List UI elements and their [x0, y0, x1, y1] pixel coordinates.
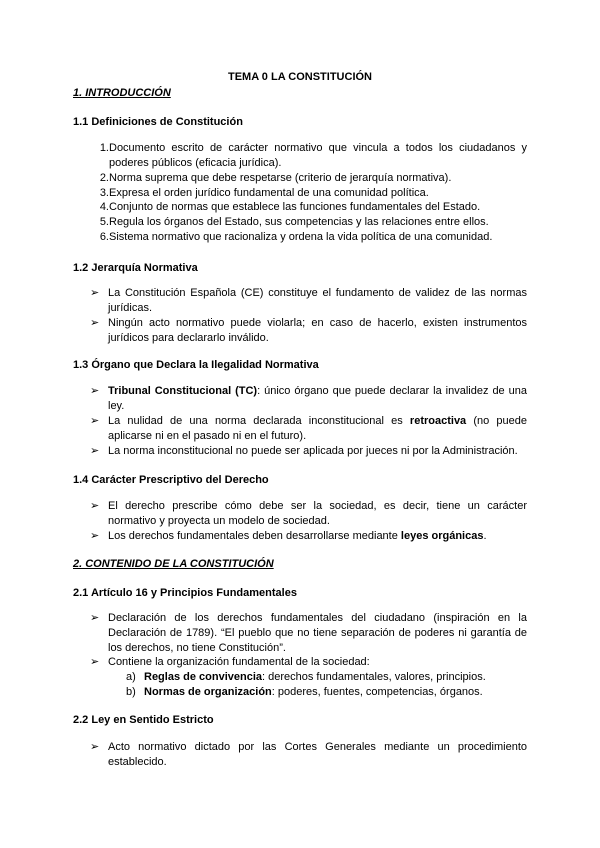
bullet-text: Contiene la organización fundamental de la sociedad:: [108, 656, 370, 668]
bullet-text: La Constitución Española (CE) constituye el fundamento de validez de las normas: [108, 287, 527, 299]
arrow-bullet-icon: ➢: [90, 445, 100, 457]
bullet-text: Los derechos fundamentales deben desarrollarse mediante: [108, 530, 401, 542]
sub-list-label: a): [126, 671, 136, 683]
section-heading-contenido: 2. CONTENIDO DE LA CONSTITUCIÓN: [73, 558, 274, 570]
bullet-item: [90, 444, 527, 459]
bold-term: Normas de organización: [144, 686, 272, 698]
bullet-text: Ningún acto normativo puede violarla; en caso de hacerlo, existen instrumentos: [108, 317, 527, 329]
bullet-text: La nulidad de una norma declarada inconstitucional es: [108, 415, 410, 427]
list-text: Norma suprema que debe respetarse (criterio de jerarquía normativa).: [109, 172, 452, 184]
list-text: Sistema normativo que racionaliza y ordena la vida política de una comunidad.: [109, 231, 493, 243]
document-title: TEMA 0 LA CONSTITUCIÓN: [227, 71, 372, 83]
list-item: [85, 200, 527, 215]
bold-term: retroactiva: [409, 415, 467, 427]
list-text: Regula los órganos del Estado, sus competencias y las relaciones entre ellos.: [109, 216, 489, 228]
list-text: Expresa el orden jurídico fundamental de una comunidad política.: [109, 187, 429, 199]
list-number: 6.: [99, 231, 109, 243]
bullet-text-cont: normativo y proyecta un modelo de sociedad.: [108, 515, 330, 527]
subsection-heading-2-1: 2.1 Artículo 16 y Principios Fundamentales: [73, 587, 297, 599]
list-text: Documento escrito de carácter normativo que vincula a todos los ciudadanos y: [109, 142, 527, 154]
section-heading-introduccion: 1. INTRODUCCIÓN: [73, 87, 171, 99]
arrow-bullet-icon: ➢: [90, 287, 100, 299]
bullet-text-cont: Declaración de 1789). “El pueblo que no tiene separación de poderes ni garantía de: [108, 627, 527, 639]
arrow-bullet-icon: ➢: [90, 656, 100, 668]
bullet-text: El derecho prescribe cómo debe ser la sociedad, es decir, tiene un carácter: [108, 500, 527, 512]
sub-list-text: : poderes, fuentes, competencias, órganos.: [271, 686, 483, 698]
list-text: Conjunto de normas que establece las funciones fundamentales del Estado.: [109, 201, 481, 213]
sub-list-item: [126, 670, 526, 685]
list-number: 2.: [99, 172, 109, 184]
bullet-text-cont: ley.: [108, 400, 125, 412]
subsection-heading-1-1: 1.1 Definiciones de Constitución: [73, 116, 243, 128]
arrow-bullet-icon: ➢: [90, 741, 100, 753]
bullet-item: [90, 384, 527, 414]
sub-list-item: [126, 685, 526, 700]
bullet-text-cont: jurídicas.: [108, 302, 153, 314]
bullet-text: .: [483, 530, 487, 542]
arrow-bullet-icon: ➢: [90, 317, 100, 329]
list-number: 1.: [99, 142, 109, 154]
list-item: [85, 215, 527, 230]
bullet-item: [90, 499, 527, 529]
list-text-cont: poderes públicos (eficacia jurídica).: [109, 157, 282, 169]
bullet-item: [90, 740, 527, 770]
bullet-text-cont: establecido.: [108, 756, 167, 768]
list-number: 5.: [99, 216, 109, 228]
subsection-heading-1-3: 1.3 Órgano que Declara la Ilegalidad Normativa: [73, 359, 319, 371]
bullet-text-cont: los derechos, no tiene Constitución”.: [108, 642, 286, 654]
bullet-text-cont: aplicarse ni en el pasado ni en el futuro).: [108, 430, 307, 442]
arrow-bullet-icon: ➢: [90, 530, 100, 542]
arrow-bullet-icon: ➢: [90, 385, 100, 397]
list-number: 4.: [99, 201, 109, 213]
bullet-text: : único órgano que puede declarar la invalidez de una: [257, 385, 527, 397]
bullet-item: [90, 611, 527, 656]
list-item: [85, 141, 527, 171]
arrow-bullet-icon: ➢: [90, 500, 100, 512]
bullet-item: [90, 316, 527, 346]
arrow-bullet-icon: ➢: [90, 612, 100, 624]
bold-term: Reglas de convivencia: [144, 671, 262, 683]
bullet-text: La norma inconstitucional no puede ser aplicada por jueces ni por la Administración.: [108, 445, 518, 457]
bold-term: Tribunal Constitucional (TC): [108, 385, 258, 397]
list-item: [85, 171, 527, 186]
list-item: [85, 186, 527, 201]
bullet-text: Declaración de los derechos fundamentales del ciudadano (inspiración en la: [108, 612, 527, 624]
bullet-item: [90, 286, 527, 316]
bullet-text: Acto normativo dictado por las Cortes Generales mediante un procedimiento: [108, 741, 527, 753]
bullet-text: (no puede: [466, 415, 527, 427]
bullet-item: [90, 414, 527, 444]
subsection-heading-2-2: 2.2 Ley en Sentido Estricto: [73, 714, 214, 726]
list-item: [85, 230, 527, 245]
sub-list-text: : derechos fundamentales, valores, principios.: [262, 671, 486, 683]
subsection-heading-1-4: 1.4 Carácter Prescriptivo del Derecho: [73, 474, 269, 486]
bold-term: leyes orgánicas: [400, 530, 484, 542]
bullet-item: [90, 655, 527, 670]
bullet-item: [90, 529, 527, 544]
sub-list-label: b): [126, 686, 136, 698]
arrow-bullet-icon: ➢: [90, 415, 100, 427]
list-number: 3.: [99, 187, 109, 199]
bullet-text-cont: jurídicos para declararlo inválido.: [108, 332, 269, 344]
subsection-heading-1-2: 1.2 Jerarquía Normativa: [73, 262, 198, 274]
